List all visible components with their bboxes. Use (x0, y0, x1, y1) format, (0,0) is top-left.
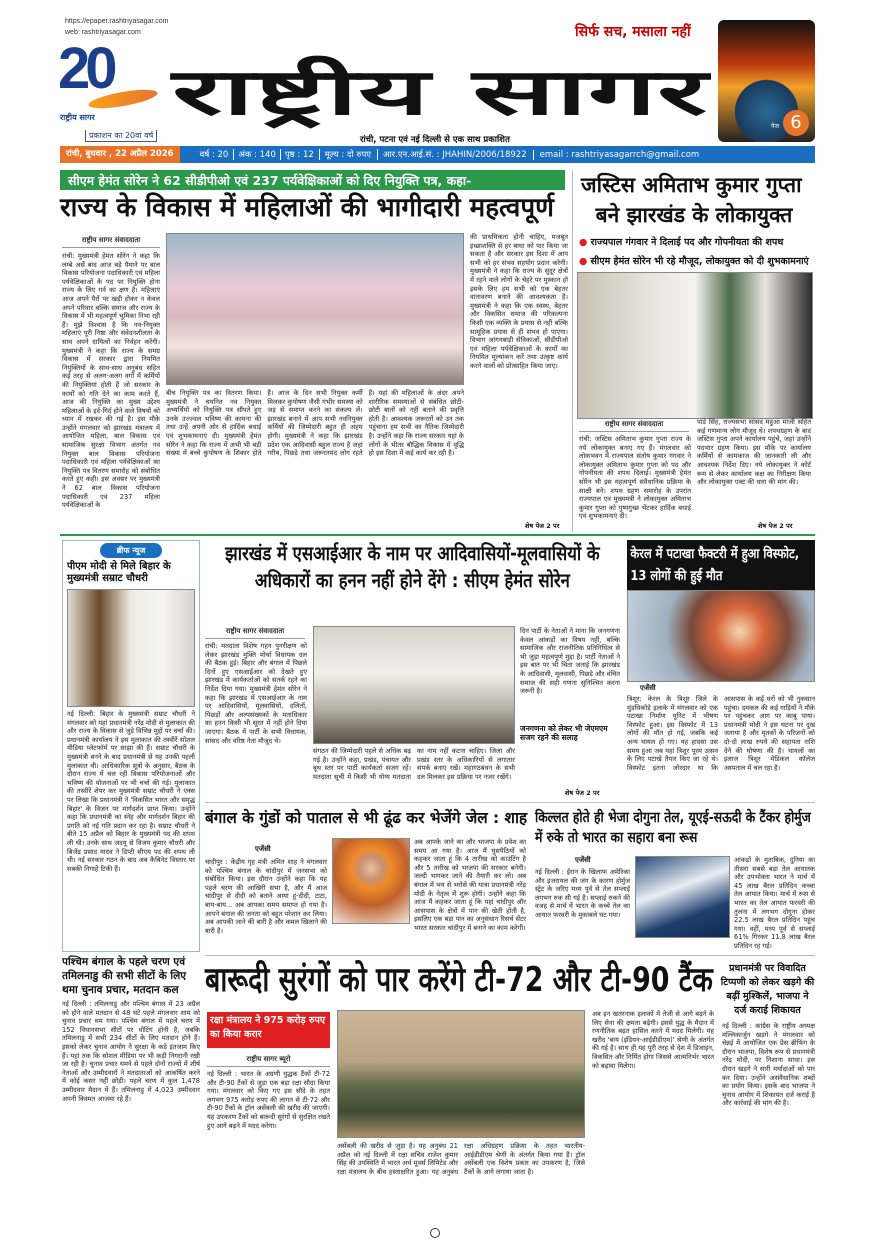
kerala-byline: एजेंसी (640, 684, 656, 692)
tank-photo (337, 1010, 585, 1138)
lokayukta-continued[interactable]: शेष पेज 2 पर (758, 522, 793, 530)
logo-caption: राष्ट्रीय सागर (60, 113, 95, 122)
sir-body-col1: रांची: मतदाता विशेष गहन पुनरीक्षण को लेकर झारखंड मुक्ति मोर्चा विधायक दल की बैठक हुई। बिहार और बंगाल में पिछले दिनों हुए एसआईआर को देखते हुए झारखंड में कार्यकर्ताओं को सतर्क रहने का निर्देश दिया गया। मुख्यमंत्री हेमंत सोरेन ने कहा कि झारखंड में एसआईआर के नाम पर आदिवासियों, मूलवासियों, दलितों, पिछड़ों और अल्पसंख्यकों के मताधिकार का हनन किसी भी सूरत में नहीं होने दिया जाएगा। बैठक में पार्टी के सभी विधायक, सांसद और वरिष्ठ नेता मौजूद थे। (205, 642, 307, 745)
tagline: सिर्फ सच, मसाला नहीं (575, 24, 691, 40)
rni-number: आर.एन.आई.सं. : JHAHIN/2006/18922 (377, 149, 527, 160)
lokayukta-headline-1[interactable]: जस्टिस अमिताभ कुमार गुप्ता (581, 173, 802, 197)
volume-year: वर्ष : 20 (199, 150, 229, 160)
burning-globe-image (718, 20, 815, 142)
page-number-badge: 6 (783, 110, 809, 136)
lead-body-col1: रांची: मुख्यमंत्री हेमंत सोरेन ने कहा कि लम्बे अर्से बाद आज बड़े पैमाने पर बाल विकास परियोजना पदाधिकारी एवं महिला पर्यवेक्षिकाओं के पद पर नियुक्ति होना राज्य के लिए गर्व का क्षण है। महिलाएं आज अपने पैरों पर खड़ी होकर न केवल अपने परिवार बल्कि समाज और राज्य के विकास में भी महत्वपूर्ण भूमिका निभा रही हैं। मुझे विश्वास है कि नव-नियुक्त महिलाएं पूरी निष्ठा और संवेदनशीलता के साथ अपने दायित्वों का निर्वहन करेंगी। मुख्यमंत्री ने कहा कि राज्य के समग्र विकास में सरकार द्वारा नियमित नियुक्तियों के साथ-साथ अनुबंध सहित कई तरह से अलग-अलग वर्गों में कर्मियों की नियुक्तियां होती हैं जो सरकार के कार्यों को गति देने का काम करते हैं, आज की नियुक्ति का मुख्य उद्देश्य महिलाओं के इर्द-गिर्द होने वाले विषयों को ध्यान में रखकर की गई है। इस मौके उन्होंने मंगलवार को झारखंड मंत्रालय में आयोजित महिला, बाल विकास एवं सामाजिक सुरक्षा विभाग अंतर्गत नव नियुक्त बाल विकास परियोजना पदाधिकारी एवं महिला पर्यवेक्षिकाओं का नियुक्ति पत्र वितरण समारोह को संबोधित करते हुए कही। इस अवसर पर मुख्यमंत्री ने 62 बाल विकास परियोजना पदाधिकारी एवं 237 महिला पर्यवेक्षिकाओं के (62, 252, 160, 510)
oil-headline[interactable]: किल्लत होते ही भेजा दोगुना तेल, यूएई-सऊदी के टैंकर होर्मुज में रुके तो भारत का सहारा बना रूस (535, 810, 811, 846)
shah-headline[interactable]: बंगाल के गुंडों को पाताल से भी ढूंढ कर भेजेंगे जेल : शाह (205, 809, 528, 827)
publication-cities: रांची, पटना एवं नई दिल्ली से एक साथ प्रकाशित (360, 135, 510, 145)
shah-byline: एजेंसी (255, 845, 271, 853)
election-story (62, 955, 200, 1227)
info-bar (60, 146, 815, 163)
issue-number: अंक : 140 (233, 149, 276, 160)
tank-body-col1: नई दिल्ली : भारत के अग्रणी युद्धक टैंकों टी-72 और टी-90 टैंकों से जुड़ा एक बड़ा रक्षा सौदा किया गया। मंगलवार को किए गए इस सौदे के तहत लगभग 975 करोड़ रुपए की लागत से टी-72 और टी-90 टैंकों के ट्रॉल असेंबली की खरीद की जाएगी। यह उपकरण टैंकों को बारूदी सुरंगों से सुरक्षित रखते हुए आगे बढ़ने में मदद करेगा। (207, 1070, 330, 1130)
explosion-photo (627, 590, 815, 682)
kerala-headline[interactable]: केरल में पटाखा फैक्टरी में हुआ विस्फोट, 13 लोगों की हुई मौत (630, 546, 800, 584)
page-label: पेज (771, 123, 779, 130)
tank-body-col3: अब इन खतरनाक इलाकों में तेजी से आगे बढ़ने के लिए सेना की क्षमता बढ़ेगी। इससे युद्ध के मैदान में रणनीतिक बढ़त हासिल करने में मदद मिलेगी। यह खरीद 'बाय (इंडियन-आईडीडीएम)' श्रेणी के अंतर्गत की गई है। साथ ही यह पूरी तरह से देश में डिजाइन, विकसित और निर्मित होगा जिससे आत्मनिर्भर भारत को बढ़ावा मिलेगा। (592, 1010, 714, 1070)
sir-headline-box (205, 540, 620, 624)
kharge-story (720, 962, 815, 1227)
lead-kicker: सीएम हेमंत सोरेन ने 62 सीडीपीओ एवं 237 पर्यवेक्षिकाओं को दिए नियुक्ति पत्र, कहा- (68, 173, 472, 188)
epaper-url[interactable]: https://epaper.rashtriyasagar.com (65, 18, 169, 25)
bullet-text: सीएम हेमंत सोरेन भी रहे मौजूद, लोकायुक्त को दी शुभकामनाएं (590, 256, 809, 267)
kharge-headline[interactable]: प्रधानमंत्री पर विवादित टिप्पणी को लेकर खड़गे की बढ़ीं मुश्किलें, भाजपा ने दर्ज कराई शिकायत (720, 963, 815, 1016)
kerala-body: त्रिशूर: केरल के त्रिशूर जिले के मुंडथिकोड़े इलाके में मंगलवार को एक पटाखा निर्माण यूनिट में भीषण विस्फोट हुआ। इस विस्फोट में 13 लोगों की मौत हो गई, जबकि कई अन्य घायल हो गए। यह हादसा उस समय हुआ जब यहां त्रिशूर पूरम उत्सव के लिए पटाखे तैयार किए जा रहे थे। विस्फोट इतना जोरदार था कि आसपास के कई घरों को भी नुकसान पहुंचा। दमकल की कई गाड़ियों ने मौके पर पहुंचकर आग पर काबू पाया। प्रधानमंत्री मोदी ने इस घटना पर दुख जताया है और मृतकों के परिजनों को दो-दो लाख रुपये की सहायता राशि देने की घोषणा की है। घायलों का इलाज त्रिशूर मेडिकल कॉलेज अस्पताल में चल रहा है। (627, 695, 815, 772)
oil-headline-box (535, 808, 815, 852)
price: मूल्य : दो रुपए (319, 149, 371, 160)
lead-continued[interactable]: शेष पेज 2 पर (525, 522, 560, 530)
website-url[interactable]: web: rashtriyasagar.com (65, 29, 141, 36)
bullet-text: राज्यपाल गंगवार ने दिलाई पद और गोपनीयता की शपथ (590, 237, 784, 248)
oath-ceremony-photo (577, 272, 813, 419)
lokayukta-byline: राष्ट्रीय सागर संवाददाता (579, 420, 689, 432)
appointment-ceremony-photo (166, 233, 464, 385)
bullet-icon: ● (579, 237, 591, 248)
issue-date: रांची, बुधवार , 22 अप्रैल 2026 (60, 146, 180, 163)
shah-body-col1: चांदीपुर : केंद्रीय गृह मंत्री अमित शाह ने मंगलवार को पश्चिम बंगाल के चांदीपुर में जनसभा को संबोधित किया। इस दौरान उन्होंने कहा कि यह पहले चरण की आखिरी सभा है, और मैं आज चांदीपुर से दीदी को बताने आया हूं-दीदी, टाटा, बाय-बाय... अब आपका समय समाप्त हो गया है। आपने बंगाल की जनता को बहुत परेशान कर लिया। अब आपकी जाने की बारी है और कमल खिलाने की बारी है। (205, 858, 327, 935)
lokayukta-bullet (573, 254, 809, 268)
lokayukta-story (572, 170, 815, 532)
lead-body-col5: की प्राथमिकता होनी चाहिए, मजबूत इच्छाशक्ति से हर बाधा को पार किया जा सकता है और सरकार इस दिशा में आप सभी को हर संभव सहयोग प्रदान करेगी। मुख्यमंत्री ने कहा कि राज्य के सुदूर क्षेत्रों में रहने वाले लोगों के चेहरे पर मुस्कान हो इसके लिए हम सभी को एक बेहतर वातावरण बनाने की आवश्यकता है। मुख्यमंत्री ने कहा कि एक स्वस्थ, बेहतर और विकसित समाज की परिकल्पना किसी एक व्यक्ति के प्रयास से नहीं बल्कि सामूहिक प्रयास से ही संभव हो पाएगा। विभाग आंगनबाड़ी सेविकाओं, सीडीपीओ एवं महिला पर्यवेक्षिकाओं के कार्यों का नियमित मूल्यांकन करें तथा उत्कृष्ट कार्य करने वालों को प्रोत्साहित किया जाए। (470, 233, 568, 370)
brief-headline[interactable]: पीएम मोदी से मिले बिहार के मुख्यमंत्री सम्राट चौधरी (67, 561, 171, 584)
sir-body-col2: संगठन की जिम्मेदारी पहले से अधिक बढ़ गई है। उन्होंने कहा, प्रखंड, पंचायत और बूथ स्तर पर पार्टी कार्यकर्ता सजग रहें। मतदाता सूची में किसी भी योग्य मतदाता का नाम नहीं कटना चाहिए। जिला और प्रखंड स्तर के अधिकारियों से लगातार संपर्क बनाए रखें। महागठबंधन के सभी दल मिलकर इस प्रक्रिया पर नजर रखेंगे। (313, 747, 515, 781)
sir-headline[interactable]: झारखंड में एसआईआर के नाम पर आदिवासियों-मूलवासियों के अधिकारों का हनन नहीं होने देंगे : सीएम हेमंत सोरेन (225, 542, 600, 592)
masthead-title: राष्ट्रीय सागर (172, 56, 708, 130)
brief-body: नई दिल्ली: बिहार के मुख्यमंत्री सम्राट चौधरी ने मंगलवार को यहां प्रधानमंत्री नरेंद्र मोदी से मुलाकात की और राज्य के विकास से जुड़े विभिन्न मुद्दों पर चर्चा की। प्रधानमंत्री कार्यालय ने इस मुलाकात की तस्वीरें सोशल मीडिया प्लेटफॉर्म पर साझा की हैं। सम्राट चौधरी के मुख्यमंत्री बनने के बाद प्रधानमंत्री से यह उनकी पहली मुलाकात थी। आधिकारिक सूत्रों के अनुसार, बैठक के दौरान राज्य में चल रही विकास परियोजनाओं और भविष्य की योजनाओं पर भी चर्चा की गई। मुलाकात की तस्वीरें शेयर कर मुख्यमंत्री सम्राट चौधरी ने एक्स पर लिखा कि प्रधानमंत्री ने 'विकसित भारत और समृद्ध बिहार' के विजन पर मार्गदर्शन प्राप्त किया। उन्होंने कहा कि प्रधानमंत्री का स्नेह और मार्गदर्शन बिहार की प्रगति को नई गति प्रदान कर रहा है। सम्राट चौधरी ने बीते 15 अप्रैल को बिहार के मुख्यमंत्री पद की शपथ ली थी। उनके साथ जदयू से विजय कुमार चौधरी और बिजेंद्र प्रसाद यादव ने डिप्टी सीएम पद की शपथ ली थी। नई सरकार गठन के बाद अब कैबिनेट विस्तार पर सबकी निगाहें टिकी हैं। (67, 710, 195, 873)
kharge-body: नई दिल्ली : कांग्रेस के राष्ट्रीय अध्यक्ष मल्लिकार्जुन खड़गे ने मंगलवार को चेन्नई में आयोजित एक प्रेस ब्रीफिंग के दौरान भाजपा, विशेष रूप से प्रधानमंत्री नरेंद्र मोदी, पर निशाना साधा। इस दौरान खड़गे ने सारी मर्यादाओं को पार कर दिया। उन्होंने असंवैधानिक शब्दों का प्रयोग किया। इसके बाद भाजपा ने चुनाव आयोग में शिकायत दर्ज कराई है और कार्रवाई की मांग की है। (722, 1022, 815, 1108)
kerala-headline-band (627, 540, 815, 590)
lead-byline: राष्ट्रीय सागर संवाददाता (62, 236, 160, 248)
oil-byline: एजेंसी (575, 856, 591, 864)
tank-byline: राष्ट्रीय सागर ब्यूरो (207, 1055, 330, 1067)
pm-meeting-photo (67, 589, 195, 707)
anniversary-logo (58, 36, 170, 126)
registration-mark-icon (430, 1228, 440, 1238)
sir-continued[interactable]: शेष पेज 2 पर (565, 789, 600, 797)
logo-number: 20 (58, 36, 113, 101)
tank-red-box: रक्षा मंत्रालय ने 975 करोड़ रुपए का किया करार (207, 1012, 330, 1048)
brief-news-label: ब्रीफ न्यूज (100, 543, 162, 558)
email[interactable]: email : rashtriyasagarrch@gmail.com (533, 150, 700, 160)
sir-byline: राष्ट्रीय सागर संवाददाता (205, 627, 305, 639)
page-count: पृष्ठ : 12 (280, 149, 314, 160)
election-headline[interactable]: पश्चिम बंगाल के पहले चरण एवं तमिलनाडु की सभी सीटों के लिए थमा चुनाव प्रचार, मतदान कल (62, 956, 187, 996)
tank-headline[interactable]: बारूदी सुरंगों को पार करेंगे टी-72 और टी-90 टैंक (205, 960, 713, 1000)
section-divider (60, 534, 815, 536)
tank-body-col2: असेंबली की खरीद से जुड़ा है। यह अनुबंध 21 अप्रैल को नई दिल्ली में रक्षा सचिव राजेश कुमार सिंह की उपस्थिति में भारत अर्थ मूवर्स लिमिटेड और रक्षा मंत्रालय के बीच हस्ताक्षरित हुआ। यह अनुबंध रक्षा अधिग्रहण प्रक्रिया के तहत भारतीय-आईडीडीएम श्रेणी के अंतर्गत किया गया है। ट्रॉल असेंबली एक विशेष प्रकार का उपकरण है, जिसे टैंकों के आगे लगाया जाता है। (337, 1142, 585, 1176)
bullet-icon: ● (578, 256, 591, 267)
sir-subhead: जनगणना को लेकर भी जेएमएम सजग रहने की सलाह (520, 724, 608, 742)
lokayukta-headline-2[interactable]: बने झारखंड के लोकायुक्त (595, 203, 793, 227)
lead-body-columns: बीच नियुक्ति पत्र का वितरण किया। मुख्यमंत्री ने चयनित नव नियुक्त अभ्यर्थियों को नियुक्ति पत्र सौंपते हुए उनके उज्ज्वल भविष्य की कामना की तथा उन्हें अपनी ओर से हार्दिक बधाई एवं शुभकामनाएं दी। मुख्यमंत्री हेमंत सोरेन ने कहा कि राज्य में अभी भी बड़ी संख्या में बच्चे कुपोषण के शिकार होते हैं। आज के दिन सभी नियुक्त कर्मी मिलकर कुपोषण जैसी गंभीर समस्या को जड़ से समाप्त करने का संकल्प लें। झारखंड बनाने में आप सभी नवनियुक्त कर्मियों की जिम्मेदारी बहुत ही अहम होगी। मुख्यमंत्री ने कहा कि झारखंड प्रदेश एक आदिवासी बहुल राज्य है जहां गरीब, पिछड़े तथा जरूरतमंद लोग रहते हैं। यहां की महिलाओं के अंदर अपने शारीरिक समस्याओं से संबंधित छोटी-छोटी बातों को नहीं बताने की प्रवृत्ति होती है। आवश्यक जरूरतों को उन तक पहुंचाना हम सभी का नैतिक जिम्मेदारी है। उन्होंने कहा कि राज्य सरकार यहां के लोगों के भीतर बौद्धिक विकास में वृद्धि हो इस दिशा में कई कार्य कर रही है। (166, 389, 464, 458)
divider (205, 955, 815, 956)
election-body: नई दिल्ली : तमिलनाडु और पश्चिम बंगाल में 23 अप्रैल को होने वाले मतदान से 48 घंटे पहले मंगलवार शाम को चुनाव प्रचार थम गया। पश्चिम बंगाल में पहले चरण में 152 विधानसभा सीटों पर वोटिंग होनी है, जबकि तमिलनाडु में सभी 234 सीटों के लिए मतदान होने हैं। इसको लेकर चुनाव आयोग ने सुरक्षा के कड़े इंतजाम किए हैं। यहां तक कि सोशल मीडिया पर भी कड़ी निगरानी रखी जा रही है। चुनाव प्रचार थमने से पहले दोनों राज्यों में शीर्ष नेताओं और उम्मीदवारों ने मतदाताओं को आकर्षित करने में कोई कसर नहीं छोड़ी। पहले चरण में कुल 1,478 उम्मीदवार मैदान में हैं। तमिलनाडु में 4,023 उम्मीदवार अपनी किस्मत आजमा रहे हैं। (62, 1000, 200, 1103)
lokayukta-body-col1: रांची: जस्टिस अमिताभ कुमार गुप्ता राज्य के नये लोकायुक्त बनाए गए हैं। मंगलवार को लोकभवन में राज्यपाल संतोष कुमार गंगवार ने लोकायुक्त अमिताभ कुमार गुप्ता को पद और गोपनीयता की शपथ दिलाई। मुख्यमंत्री हेमंत सोरेन भी इस महत्वपूर्ण संवैधानिक प्रक्रिया के साक्षी बने। शपथ ग्रहण समारोह के उपरांत राज्यपाल एवं मुख्यमंत्री ने लोकायुक्त अमिताभ कुमार गुप्ता को पुष्पगुच्छ भेंटकर हार्दिक बधाई एवं शुभकामनाएं दी। (579, 435, 691, 521)
oil-body-col2: आंकड़ों के मुताबिक, दुनिया का तीसरा सबसे बड़ा तेल आयातक और उपभोक्ता भारत ने मार्च में 45 लाख बैरल प्रतिदिन कच्चा तेल आयात किया। मार्च में रूस से भारत का तेल आयात फरवरी की तुलना में लगभग दोगुना होकर 22.5 लाख बैरल प्रतिदिन पहुंच गया। वहीं, मध्य पूर्व से सप्लाई 61% गिरकर 11.8 लाख बैरल प्रतिदिन रह गई। (734, 856, 815, 950)
jmm-meeting-photo (313, 626, 515, 744)
oil-tanker-photo (635, 856, 730, 938)
lead-headline[interactable]: राज्य के विकास में महिलाओं की भागीदारी महत्वपूर्ण (60, 193, 554, 223)
divider (205, 802, 815, 803)
anniversary-label: प्रकाशन का 20वां वर्ष (85, 130, 157, 142)
lokayukta-bullet (573, 235, 783, 249)
oil-body-col1: नई दिल्ली : ईरान के खिलाफ अमेरिका और इजरायल की जंग के कारण होर्मुज स्ट्रेट के जरिए मध्य पूर्व से तेल सप्लाई लगभग रुक सी गई है। सप्लाई रुकने की वजह से मार्च में भारत के कच्चे तेल का आयात फरवरी के मुकाबले घट गया। (535, 868, 630, 919)
shah-body-col2: अब आपके जाने का और भाजपा के प्रवेश का समय आ गया है। आज मैं घुसपैठियों को कहकर जाता हूं कि 4 तारीख को काउंटिंग है और 5 तारीख को भाजपा की सरकार बनेगी। जल्दी भागकर जाने की तैयारी कर लो। अब बंगाल में भय से भरोसे की यात्रा प्रधानमंत्री नरेंद्र मोदी के नेतृत्व में शुरू होगी। उन्होंने कहा कि आज मैं कहकर जाता हूं कि यहां चांदीपुर और आसपास के क्षेत्रों में पान की खेती होती है, इसलिए एक बड़ा पान का अनुसंधान रिसर्च सेंटर भारत सरकार चांदीपुर में बनाने का काम करेगी। (414, 838, 526, 932)
amit-shah-photo (332, 838, 410, 924)
sir-body-col3: दिन पार्टी के नेताओं ने माना कि जनगणना केवल आंकड़ों का विषय नहीं, बल्कि सामाजिक और राजनीतिक प्रतिनिधित्व से भी जुड़ा महत्वपूर्ण मुद्दा है। पार्टी नेताओं ने इस बात पर भी चिंता जताई कि झारखंड के आदिवासी, मूलवासी, पिछड़े और वंचित समाज की सही गणना सुनिश्चित करना जरूरी है। (520, 627, 620, 696)
brief-news-box (62, 540, 200, 952)
lead-kicker-band (60, 170, 565, 190)
lokayukta-body-col2: पांडे सिंह, राज्यसभा सांसद महुआ माजी सहित कई गणमान्य लोग मौजूद थे। शपथग्रहण के बाद जस्टिस गुप्ता अपने कार्यालय पहुंचे, जहां उन्होंने पदभार ग्रहण किया। इस मौके पर कार्यालय कर्मियों से कामकाज की जानकारी ली और आवश्यक निर्देश दिए। नये लोकायुक्त ने कोर्ट रूम से लेकर कार्यालय कक्ष का निरीक्षण किया और लोकायुक्त एक्ट की धारा की मांग की। (697, 418, 811, 487)
